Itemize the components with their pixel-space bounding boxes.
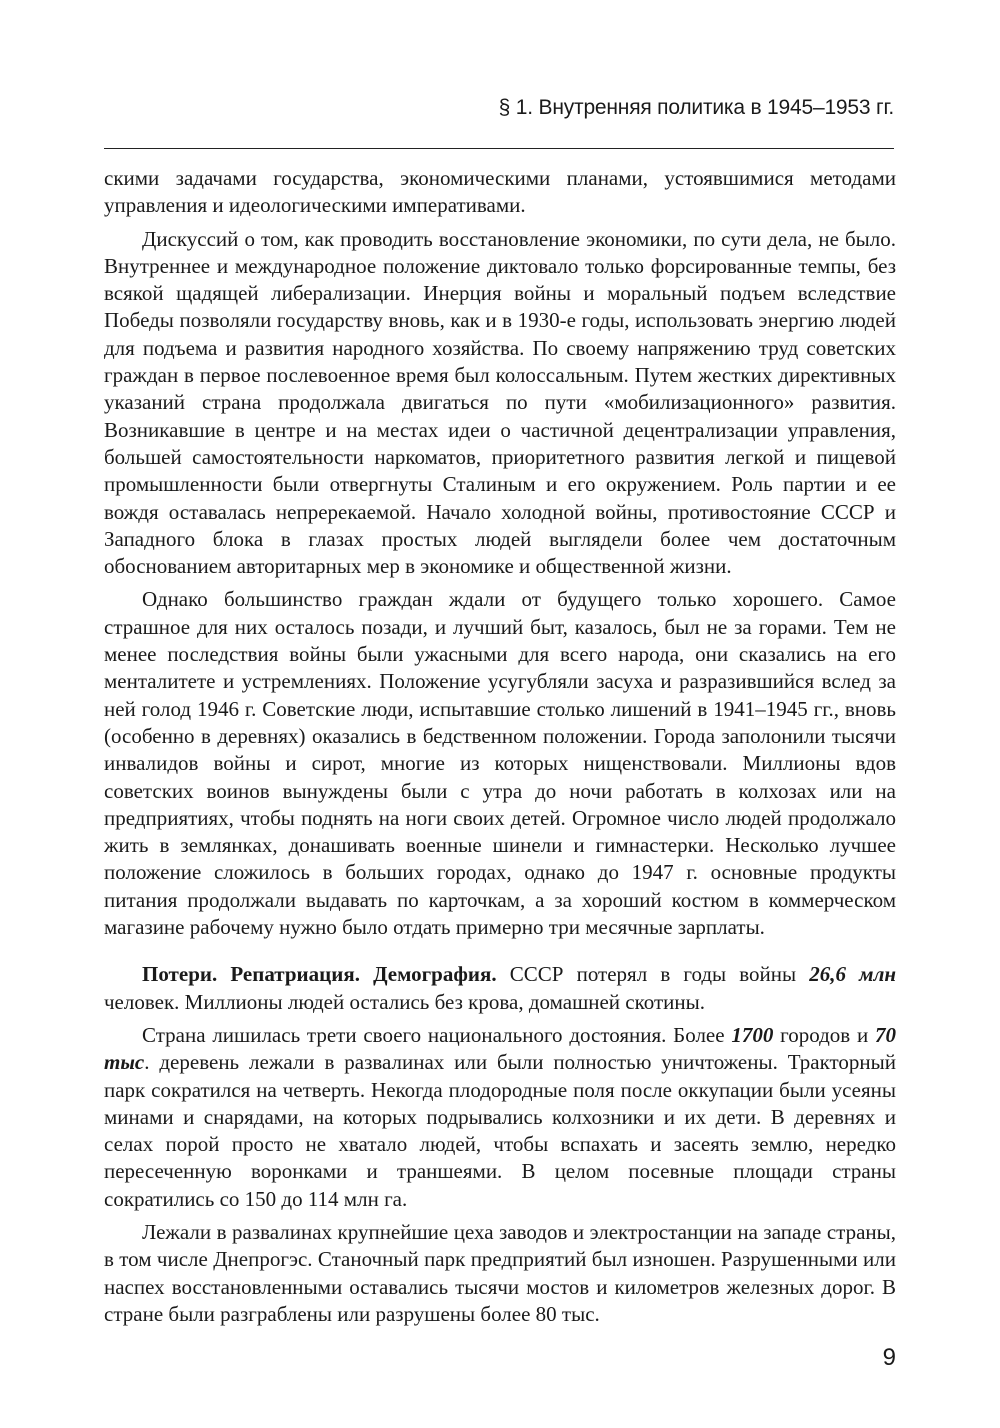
paragraph-postwar-hardships: Однако большинство граждан ждали от будущего только хорошего. Самое страшное для них осталось позади, и лучший быт, казалось, был не за горами. Тем не менее последствия войны были ужасными для всего народа, они сказались на его менталитете и устремлениях. Положение усугубляли засуха и разразившийся вслед за ней голод 1946 г. Советские люди, испытавшие столько лишений в 1941–1945 гг., вновь (особенно в деревнях) оказались в бедственном положении. Города заполонили тысячи инвалидов войны и сирот, многие из которых нищенствовали. Миллионы вдов советских воинов вынуждены были с утра до ночи работать в колхозах или на предприятиях, чтобы поднять на ноги своих детей. Огромное число людей продолжало жить в землянках, донашивать военные шинели и гимнастерки. Несколько лучшее положение сложилось в больших городах, однако до 1947 г. основные продукты питания продолжали выдавать по карточкам, а за хороший костюм в коммерческом магазине рабочему нужно было отдать примерно три месячные зарплаты.: [104, 587, 896, 940]
header-rule: [104, 148, 894, 149]
running-title: § 1. Внутренняя политика в 1945–1953 гг.: [498, 96, 894, 119]
text-run: СССР потерял в годы войны: [496, 962, 810, 987]
paragraph-continuation: скими задачами государства, экономическими планами, устоявшимися методами управления и идеологическими императивами.: [104, 166, 896, 218]
text-run: городов и: [773, 1022, 875, 1047]
emphasis-figure: [809, 962, 896, 986]
paragraph-national-wealth: [104, 1022, 896, 1213]
emphasis-figure-text: 1700: [731, 1022, 774, 1047]
emphasis-figure: [731, 1023, 773, 1047]
section-heading: Потери. Репатриация. Демография.: [142, 962, 497, 987]
page-number: 9: [882, 1344, 896, 1371]
text-run: . деревень лежали в развалинах или были полностью уничтожены. Тракторный парк сократился на четверть. Некогда плодородные поля после оккупации были усеяны минами и снарядами, на которых подрывались колхозники и их дети. В деревнях и селах порой просто не хватало людей, чтобы вспахать и засеять землю, нередко пересеченную воронками и траншеями. В целом посевные площади страны сократились со 150 до 114 млн га.: [104, 1050, 896, 1211]
text-run: Страна лишилась трети своего национального достояния. Более: [142, 1022, 732, 1047]
paragraph-industry-ruins: Лежали в развалинах крупнейшие цеха заводов и электростанции на западе страны, в том числе Днепрогэс. Станочный парк предприятий был изношен. Разрушенными или наспех восстановленными оставались тысячи мостов и километров железных дорог. В стране были разграблены или разрушены более 80 тыс.: [104, 1219, 896, 1326]
paragraph-losses: [104, 961, 896, 1016]
emphasis-figure-text: 70 тыс: [104, 1022, 896, 1075]
paragraph-economy-discussion: Дискуссий о том, как проводить восстановление экономики, по сути дела, не было. Внутреннее и международное положение диктовало только форсированные темпы, без всякой щадящей либерализации. Инерция войны и моральный подъем вследствие Победы позволяли государству вновь, как и в 1930-е годы, использовать энергию людей для подъема и развития народного хозяйства. По своему напряжению труд советских граждан в первое послевоенное время был колоссальным. Путем жестких директивных указаний страна продолжала двигаться по пути «мобилизационного» развития. Возникавшие в центре и на местах идеи о частичной децентрализации управления, большей самостоятельности наркоматов, приоритетного развития легкой и пищевой промышленности были отвергнуты Сталиным и его окружением. Роль партии и ее вождя оставалась непререкаемой. Начало холодной войны, противостояние СССР и Западного блока в глазах простых людей выглядели более чем достаточным обоснованием авторитарных мер в экономике и общественной жизни.: [104, 226, 896, 579]
text-run: человек. Миллионы людей остались без крова, домашней скотины.: [104, 989, 705, 1014]
page-body: [104, 165, 896, 1334]
emphasis-figure-text: 26,6 млн: [809, 962, 897, 987]
